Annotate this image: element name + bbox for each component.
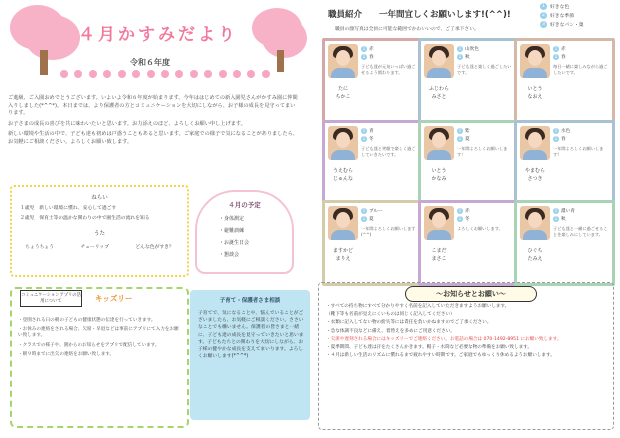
notice-line: ・急な体調不良などに備え、着替えを多めにご用意ください。 [326,328,455,334]
plan-list [219,215,292,258]
staff-message: 子ども達が元気いっぱい過ごせるよう関わります。 [361,63,416,76]
staff-info: 1 山吹色 2 秋 子ども達と楽しく過ごしたいです。 [457,46,512,76]
favorite-season: 春 [561,54,566,60]
favorite-season: 夏 [465,136,470,142]
favorite-season: 冬 [465,216,470,222]
staff-message: よろしくお願いします。 [457,225,503,231]
favorite-color: 水色 [561,129,571,134]
intro-paragraph: お子さまの成長の喜びを共に味わいたいと思います。お力添えのほど、よろしくお願い申し上げます。 [8,120,246,127]
favorite-color: 濃い青 [561,209,575,214]
april-plan-box [195,190,294,274]
favorite-color: 赤 [369,47,374,52]
staff-photo [328,206,358,240]
notice-line: ・欠席や遅刻される場合にはキッズリーでご連絡ください。お電話の場合は 070-1492-8951 にお願い致します。 [326,336,562,342]
aims-heading: ねらい [91,195,108,201]
plan-item: ・身体測定 [219,216,245,222]
staff-card [514,120,615,206]
staff-name: いとう かなみ [431,168,447,182]
staff-name: ますかど まりえ [332,248,353,262]
staff-message: 子ども達と笑顔で楽しく過ごしていきたいです。 [361,145,416,158]
app-info-badge: コミュニケーションアプリの活用について [20,290,82,307]
staff-info: 1 青 2 冬 子ども達と笑顔で楽しく過ごしていきたいです。 [361,128,416,158]
staff-photo [328,126,358,160]
legend-item [540,3,610,10]
staff-card [322,38,423,124]
song-item: チューリップ [80,245,109,250]
favorite-season: 冬 [369,136,374,142]
songs-list [12,243,187,250]
staff-card [322,200,423,286]
newsletter-title: ４月かすみだより [78,25,238,45]
staff-message: 一年間よろしくお願いします！ [457,145,508,158]
notice-line: ・衣類に記入してない物の紛失等には責任を負いかねますのでご了承ください。 [326,320,492,326]
song-item: どんな色がすき？ [135,245,174,250]
plan-item: ・避難訓練 [219,228,245,234]
staff-photo [520,206,550,240]
staff-card [514,200,615,286]
staff-name: たに ちかこ [335,86,351,100]
notice-text [326,304,608,361]
app-info-line: ・登園される日の朝の子どもの健康状態の伝達を行っていきます。 [18,318,156,323]
legend-item [540,12,610,19]
staff-message: 毎日一緒に楽しみながら過ごしたいです。 [553,63,608,76]
consultation-heading: 子育て・保護者さま相談 [219,298,281,304]
staff-name: いとう なおえ [527,86,543,100]
favorite-color: ブルー [369,209,383,214]
staff-info: 1 赤 2 春 子ども達が元気いっぱい過ごせるよう関わります。 [361,46,416,76]
favorite-season: 秋 [561,216,566,222]
fiscal-year: 令和６年度 [130,58,170,67]
consultation-box [190,290,310,420]
app-info-line: ・クラスでの様子や、園からのお知らせをアプリで配信しています。 [18,342,160,348]
staff-info: 1 赤 2 冬 よろしくお願いします。 [457,208,512,232]
notice-line: ・４月は新しい生活のリズムに慣れるまで疲れやすい時期です。ご家庭でもゆっくり休めるようお願いします。 [326,353,555,359]
staff-message: 一年間よろしくお願いします! [553,145,604,158]
consultation-text: 子育てで、気になることや、悩んでいることがございましたら、お気軽にご相談ください。ささいなことでも構いません。保護者の皆さまと一緒に、子ども達の成長を見守っていきたいと思います。子どもたちとの関わりを大切にしながら、お子様の健やかな成長を支えてまいります。よろしくお願いします(*^^*) [198,311,304,360]
plan-item: ・懇談会 [219,252,240,258]
legend-label: 好きな季節 [550,14,574,19]
legend-label: 好きなパン・菓 [550,23,584,28]
staff-card [322,120,423,206]
dot-divider [60,70,270,80]
staff-card [514,38,615,124]
staff-card [418,38,519,124]
staff-name: ふじわら みさと [428,86,449,100]
app-info-text [18,318,180,361]
staff-name: こまだ まさこ [431,248,447,262]
app-info-line: ・お休みの連絡をされる場合、欠席・早退などは事前にアプリにて入力をお願い致します。 [18,327,179,339]
notice-line: ・すべての持ち物にすべて分かりやすく名前を記入していただきますようお願いします。 [326,304,510,309]
songs-heading: うた [93,231,105,237]
favorite-color: 山吹色 [465,47,479,52]
favorite-color: 紫 [465,129,470,134]
staff-card [418,120,519,206]
aims-row: １歳児 新しい環境に慣れ、安心して過ごす [20,206,117,211]
favorite-color: 赤 [561,47,566,52]
favorite-season: 夏 [369,216,374,222]
staff-title: 職員紹介 一年間宜しくお願いします!(^^)! [328,10,511,20]
staff-name: やまむら さつき [524,168,545,182]
staff-photo [424,126,454,160]
staff-photo [520,126,550,160]
notice-line: （靴下等も名前が見えにくいものは同じく記入してください） [326,312,455,318]
intro-paragraph: ご進級、ご入園おめでとうございます。いよいよ令和６年度が始まります。今年ははじめての新入園児さんがかすみ園に仲間入りしました(*^^*)。本日までは、より保護者の方とコミュニケーションを大切にしながら、お子様の成長を見守ってまいります。 [8,95,298,117]
intro-paragraph: 新しい環境や生活の中で、子ども達も初めは戸惑うこともあると思います。ご家庭での様子で気になることがありましたら、お気軽にご相談ください。よろしくお願い致します。 [8,131,298,145]
staff-photo [424,44,454,78]
kidsly-logo: キッズリー [95,294,133,303]
staff-message: 一年間よろしくお願いします(^^) [361,225,416,238]
legend-number: 1 [540,3,547,10]
intro-text [8,95,298,149]
staff-name: うえむら じゅんな [332,168,353,182]
plan-item: ・お誕生日会 [219,240,250,246]
favorite-season: 春 [369,54,374,60]
plan-heading: ４月の予定 [228,201,261,209]
song-item: ちょうちょう [25,245,55,250]
staff-info: 1 濃い青 2 秋 子ども達と一緒に過ごせることを楽しみにしています。 [553,208,608,238]
legend-number: 3 [540,21,547,28]
staff-card [418,200,519,286]
staff-photo [328,44,358,78]
staff-legend [540,3,610,33]
legend-number: 2 [540,12,547,19]
staff-name: ひぐち たみえ [527,248,543,262]
favorite-color: 青 [369,129,374,134]
notice-line: ・夏季期間、子ども達は汗をたくさんかきます。帽子・水筒など必要な物の準備をお願い致します。 [326,344,532,350]
staff-info: 1 水色 2 春 一年間よろしくお願いします! [553,128,608,158]
staff-info: 1 紫 2 夏 一年間よろしくお願いします！ [457,128,512,158]
legend-label: 好きな色 [550,5,570,10]
staff-info: 1 赤 2 春 毎日一緒に楽しみながら過ごしたいです。 [553,46,608,76]
legend-item [540,21,610,28]
favorite-season: 秋 [465,54,470,60]
app-info-line: ・朝９時までに出欠の連絡をお願い致します。 [18,351,115,357]
cherry-tree-left [10,5,80,75]
cherry-tree-right [252,8,312,73]
notice-title: 〜お知らせとお願い〜 [405,286,537,302]
favorite-season: 春 [561,136,566,142]
staff-photo [520,44,550,78]
aims-box [10,185,189,277]
staff-info: 1 ブルー 2 夏 一年間よろしくお願いします(^^) [361,208,416,238]
favorite-color: 赤 [465,209,470,214]
staff-message: 子ども達と楽しく過ごしたいです。 [457,63,512,76]
staff-subtitle: 職員の顔写真は全員に可能な範囲でかわいいので、ご了承下さい。 [335,27,479,32]
staff-photo [424,206,454,240]
staff-message: 子ども達と一緒に過ごせることを楽しみにしています。 [553,225,608,238]
aims-row: ２歳児 保育士等の温かな関わりの中で園生活の流れを知る [20,216,150,221]
